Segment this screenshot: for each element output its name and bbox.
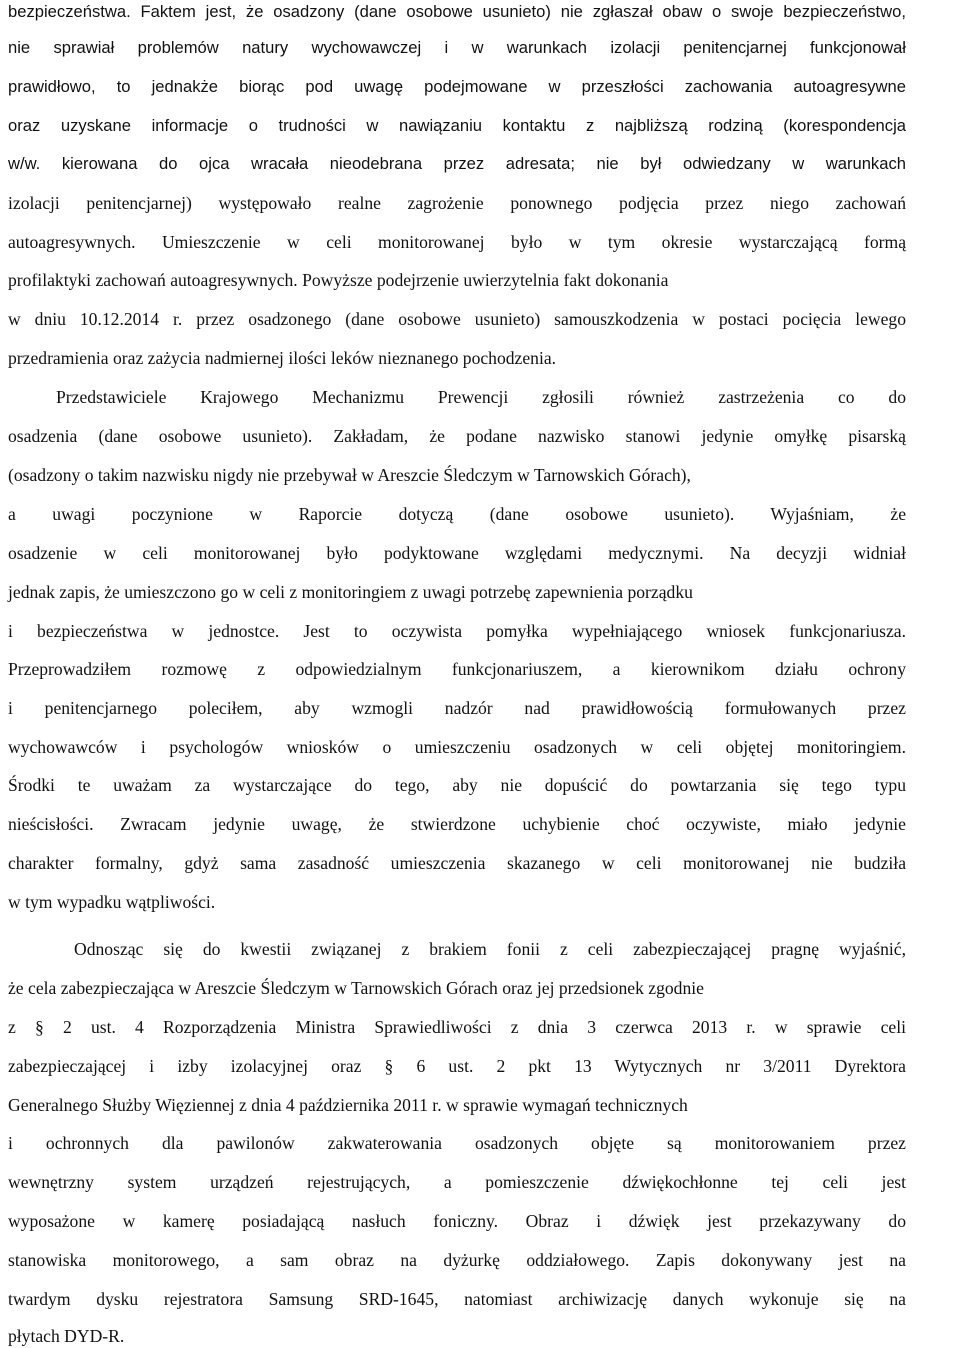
paragraph-line: stanowiska monitorowego, a sam obraz na dyżurkę oddziałowego. Zapis dokonywany jest na xyxy=(8,1250,906,1270)
paragraph-line: a uwagi poczynione w Raporcie dotyczą (dane osobowe usunieto). Wyjaśniam, że xyxy=(8,504,906,524)
paragraph-line: bezpieczeństwa. Faktem jest, że osadzony (dane osobowe usunieto) nie zgłaszał obaw o swoje bezpieczeństwo, xyxy=(8,2,906,21)
paragraph-line: autoagresywnych. Umieszczenie w celi monitorowanej było w tym okresie wystarczającą formą xyxy=(8,232,906,252)
paragraph-line: z § 2 ust. 4 Rozporządzenia Ministra Sprawiedliwości z dnia 3 czerwca 2013 r. w sprawie celi xyxy=(8,1017,906,1037)
paragraph-line: w tym wypadku wątpliwości. xyxy=(8,892,216,912)
paragraph-line: oraz uzyskane informacje o trudności w nawiązaniu kontaktu z najbliższą rodziną (korespondencja xyxy=(8,116,906,135)
paragraph-line: Generalnego Służby Więziennej z dnia 4 października 2011 r. w sprawie wymagań technicznych xyxy=(8,1095,688,1115)
paragraph-line: i ochronnych dla pawilonów zakwaterowania osadzonych objęte są monitorowaniem przez xyxy=(8,1133,906,1153)
paragraph-line: i bezpieczeństwa w jednostce. Jest to oczywista pomyłka wypełniającego wniosek funkcjonariusza. xyxy=(8,621,906,641)
paragraph-line: w dniu 10.12.2014 r. przez osadzonego (dane osobowe usunieto) samouszkodzenia w postaci pocięcia lewego xyxy=(8,309,906,329)
paragraph-line: Przeprowadziłem rozmowę z odpowiedzialnym funkcjonariuszem, a kierownikom działu ochrony xyxy=(8,659,906,679)
paragraph-line: Odnosząc się do kwestii związanej z brakiem fonii z celi zabezpieczającej pragnę wyjaśnić, xyxy=(74,939,906,959)
paragraph-line: Przedstawiciele Krajowego Mechanizmu Prewencji zgłosili również zastrzeżenia co do xyxy=(56,387,906,407)
paragraph-line: profilaktyki zachowań autoagresywnych. Powyższe podejrzenie uwierzytelnia fakt dokonania xyxy=(8,270,669,290)
paragraph-line: płytach DYD-R. xyxy=(8,1326,125,1346)
paragraph-line: nie sprawiał problemów natury wychowawczej i w warunkach izolacji penitencjarnej funkcjonował xyxy=(8,38,906,57)
paragraph-line: wyposażone w kamerę posiadającą nasłuch foniczny. Obraz i dźwięk jest przekazywany do xyxy=(8,1211,906,1231)
paragraph-line: że cela zabezpieczająca w Areszcie Śledczym w Tarnowskich Górach oraz jej przedsionek zgodnie xyxy=(8,978,704,998)
paragraph-line: osadzenie w celi monitorowanej było podyktowane względami medycznymi. Na decyzji widniał xyxy=(8,543,906,563)
paragraph-line: w/w. kierowana do ojca wracała nieodebrana przez adresata; nie był odwiedzany w warunkach xyxy=(8,154,906,173)
paragraph-line: (osadzony o takim nazwisku nigdy nie przebywał w Areszcie Śledczym w Tarnowskich Górach), xyxy=(8,465,691,485)
paragraph-line: izolacji penitencjarnej) występowało realne zagrożenie ponownego podjęcia przez niego zachowań xyxy=(8,193,906,213)
paragraph-line: twardym dysku rejestratora Samsung SRD-1645, natomiast archiwizację danych wykonuje się na xyxy=(8,1289,906,1309)
paragraph-line: Środki te uważam za wystarczające do tego, aby nie dopuścić do powtarzania się tego typu xyxy=(8,775,906,795)
paragraph-line: zabezpieczającej i izby izolacyjnej oraz § 6 ust. 2 pkt 13 Wytycznych nr 3/2011 Dyrektora xyxy=(8,1056,906,1076)
paragraph-line: nieścisłości. Zwracam jedynie uwagę, że stwierdzone uchybienie choć oczywiste, miało jedynie xyxy=(8,814,906,834)
paragraph-line: przedramienia oraz zażycia nadmiernej ilości leków nieznanego pochodzenia. xyxy=(8,348,557,368)
paragraph-line: i penitencjarnego poleciłem, aby wzmogli nadzór nad prawidłowością formułowanych przez xyxy=(8,698,906,718)
paragraph-line: prawidłowo, to jednakże biorąc pod uwagę podejmowane w przeszłości zachowania autoagresywne xyxy=(8,77,906,96)
paragraph-line: wewnętrzny system urządzeń rejestrujących, a pomieszczenie dźwiękochłonne tej celi jest xyxy=(8,1172,906,1192)
paragraph-line: wychowawców i psychologów wniosków o umieszczeniu osadzonych w celi objętej monitoringiem. xyxy=(8,737,906,757)
paragraph-line: charakter formalny, gdyż sama zasadność umieszczenia skazanego w celi monitorowanej nie budziła xyxy=(8,853,906,873)
paragraph-line: jednak zapis, że umieszczono go w celi z monitoringiem z uwagi potrzebę zapewnienia porządku xyxy=(8,582,693,602)
paragraph-line: osadzenia (dane osobowe usunieto). Zakładam, że podane nazwisko stanowi jedynie omyłkę pisarską xyxy=(8,426,906,446)
